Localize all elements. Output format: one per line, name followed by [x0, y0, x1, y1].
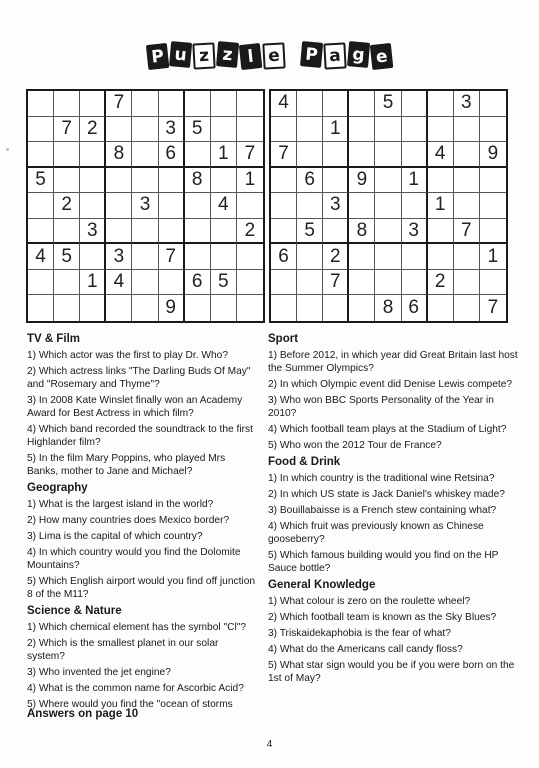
sudoku-cell: 6 [185, 270, 211, 296]
sudoku-cell [271, 193, 297, 219]
sudoku-cell [28, 270, 54, 296]
sudoku-cell [271, 270, 297, 296]
sudoku-cell [402, 244, 428, 270]
sudoku-cell: 7 [159, 244, 185, 270]
quiz-question: 5) Which famous building would you find on the HP Sauce bottle? [268, 550, 499, 574]
sudoku-cell: 3 [106, 244, 132, 270]
sudoku-cell: 6 [402, 295, 428, 321]
sudoku-cell [454, 270, 480, 296]
title-letter-tile: u [169, 41, 192, 68]
sudoku-cell: 1 [237, 168, 263, 194]
quiz-question: 3) In 2008 Kate Winslet finally won an Academy Award for Best Actress in which film? [27, 395, 243, 419]
sudoku-cell [237, 295, 263, 321]
sudoku-cell: 2 [237, 219, 263, 245]
quiz-question: 5) Which English airport would you find off junction 8 of the M11? [27, 576, 256, 600]
sudoku-cell [106, 168, 132, 194]
sudoku-cell: 2 [80, 117, 106, 143]
page-number: 4 [266, 739, 273, 750]
sudoku-cell [54, 142, 80, 168]
sudoku-cell [480, 117, 506, 143]
sudoku-cell [132, 219, 158, 245]
sudoku-cell: 2 [323, 244, 349, 270]
quiz-question: 5) What star sign would you be if you were born on the 1st of May? [268, 660, 515, 684]
sudoku-cell [271, 117, 297, 143]
quiz-question: 3) Who invented the jet engine? [27, 667, 171, 678]
quiz-question: 4) What is the common name for Ascorbic Acid? [27, 683, 244, 694]
sudoku-cell [480, 91, 506, 117]
sudoku-cell [80, 142, 106, 168]
sudoku-cell [375, 168, 401, 194]
quiz-question: 2) How many countries does Mexico border? [27, 515, 230, 526]
sudoku-cell [323, 142, 349, 168]
sudoku-cell [349, 270, 375, 296]
sudoku-cell [211, 219, 237, 245]
sudoku-cell: 5 [297, 219, 323, 245]
quiz-question: 3) Lima is the capital of which country? [27, 531, 203, 542]
sudoku-cell [185, 142, 211, 168]
sudoku-cell [428, 168, 454, 194]
sudoku-cell: 7 [454, 219, 480, 245]
sudoku-cell: 4 [211, 193, 237, 219]
quiz-question: 2) Which football team is known as the Sky Blues? [268, 612, 497, 623]
title-letter-tile: a [323, 42, 346, 69]
sudoku-cell [454, 168, 480, 194]
sudoku-cell: 1 [480, 244, 506, 270]
sudoku-cell [271, 219, 297, 245]
sudoku-cell [80, 168, 106, 194]
sudoku-cell [480, 270, 506, 296]
quiz-question: 5) In the film Mary Poppins, who played Mrs Banks, mother to Jane and Michael? [27, 453, 226, 477]
title-letter-tile: e [262, 42, 285, 69]
sudoku-cell [80, 91, 106, 117]
sudoku-cell [185, 244, 211, 270]
sudoku-cell: 9 [159, 295, 185, 321]
sudoku-cell [375, 270, 401, 296]
section-heading: Sport [268, 333, 299, 345]
sudoku-cell [237, 270, 263, 296]
sudoku-cell: 5 [211, 270, 237, 296]
sudoku-cell [54, 270, 80, 296]
sudoku-cell [80, 244, 106, 270]
quiz-question: 2) Which is the smallest planet in our solar system? [27, 638, 219, 662]
sudoku-cell: 3 [132, 193, 158, 219]
sudoku-cell [106, 117, 132, 143]
quiz-question: 2) Which actress links "The Darling Buds Of May" and "Rosemary and Thyme"? [27, 366, 251, 390]
sudoku-cell: 8 [349, 219, 375, 245]
sudoku-cell: 1 [80, 270, 106, 296]
sudoku-cell [428, 117, 454, 143]
sudoku-cell [454, 117, 480, 143]
sudoku-cell: 7 [323, 270, 349, 296]
quiz-question: 1) In which country is the traditional wine Retsina? [268, 473, 495, 484]
sudoku-cell: 6 [271, 244, 297, 270]
quiz-question: 1) Which actor was the first to play Dr. Who? [27, 350, 228, 361]
sudoku-cell: 1 [428, 193, 454, 219]
sudoku-cell [132, 142, 158, 168]
sudoku-cell [480, 219, 506, 245]
sudoku-cell [237, 193, 263, 219]
title-letter-tile: P [300, 41, 323, 68]
sudoku-cell: 6 [159, 142, 185, 168]
section-heading: General Knowledge [268, 579, 376, 591]
sudoku-cell [402, 142, 428, 168]
scan-speck [6, 148, 9, 151]
section-heading: Geography [27, 482, 88, 494]
quiz-question: 3) Who won BBC Sports Personality of the Year in 2010? [268, 395, 494, 419]
sudoku-cell [375, 142, 401, 168]
sudoku-cell [185, 295, 211, 321]
sudoku-cell: 3 [402, 219, 428, 245]
sudoku-cell [349, 193, 375, 219]
sudoku-cell [297, 193, 323, 219]
sudoku-cell [297, 270, 323, 296]
sudoku-cell [132, 117, 158, 143]
title-word [300, 43, 393, 69]
sudoku-cell [159, 168, 185, 194]
sudoku-cell [211, 117, 237, 143]
sudoku-cell [480, 168, 506, 194]
quiz-question: 1) What colour is zero on the roulette wheel? [268, 596, 471, 607]
sudoku-cell [159, 219, 185, 245]
sudoku-cell [428, 91, 454, 117]
quiz-question: 4) Which football team plays at the Stadium of Light? [268, 424, 507, 435]
sudoku-cell [349, 91, 375, 117]
quiz-question: 5) Who won the 2012 Tour de France? [268, 440, 442, 451]
quiz-question: 3) Triskaidekaphobia is the fear of what? [268, 628, 451, 639]
sudoku-cell [297, 244, 323, 270]
section-heading: TV & Film [27, 333, 81, 345]
sudoku-cell [323, 168, 349, 194]
sudoku-cell [211, 91, 237, 117]
sudoku-cell [237, 91, 263, 117]
sudoku-cell [185, 219, 211, 245]
sudoku-cell [402, 117, 428, 143]
sudoku-cell: 7 [237, 142, 263, 168]
quiz-question: 2) In which Olympic event did Denise Lewis compete? [268, 379, 513, 390]
sudoku-cell [349, 117, 375, 143]
sudoku-cell [375, 219, 401, 245]
sudoku-cell: 4 [28, 244, 54, 270]
quiz-question: 4) What do the Americans call candy floss? [268, 644, 463, 655]
sudoku-cell [28, 295, 54, 321]
sudoku-cell [454, 142, 480, 168]
sudoku-cell: 5 [28, 168, 54, 194]
sudoku-cell: 4 [106, 270, 132, 296]
title-letter-tile: l [239, 43, 262, 70]
sudoku-grid-right [269, 89, 508, 323]
title-word [146, 43, 286, 69]
sudoku-cell [132, 91, 158, 117]
sudoku-cell [402, 91, 428, 117]
sudoku-cell [323, 295, 349, 321]
sudoku-cell [428, 219, 454, 245]
sudoku-cell [297, 142, 323, 168]
sudoku-cell [271, 168, 297, 194]
sudoku-cell [54, 295, 80, 321]
sudoku-cell [211, 168, 237, 194]
sudoku-cell [106, 219, 132, 245]
sudoku-cell [54, 168, 80, 194]
quiz-question: 1) Which chemical element has the symbol "Cl"? [27, 622, 246, 633]
quiz-question: 3) Bouillabaisse is a French stew containing what? [268, 505, 497, 516]
quiz-question: 5) Where would you find the "ocean of storms [27, 699, 233, 710]
section-heading: Food & Drink [268, 456, 341, 468]
sudoku-cell: 3 [80, 219, 106, 245]
quiz-question: 1) What is the largest island in the world? [27, 499, 214, 510]
sudoku-cell [80, 295, 106, 321]
sudoku-cell: 1 [402, 168, 428, 194]
title-letter-tile: z [192, 42, 215, 69]
sudoku-cell: 8 [185, 168, 211, 194]
sudoku-cell [454, 193, 480, 219]
sudoku-cell: 1 [211, 142, 237, 168]
sudoku-cell [185, 91, 211, 117]
sudoku-cell [132, 168, 158, 194]
sudoku-cell [349, 142, 375, 168]
section-heading: Science & Nature [27, 605, 122, 617]
sudoku-cell [323, 219, 349, 245]
title-letter-tile: P [146, 43, 169, 70]
sudoku-cell [323, 91, 349, 117]
sudoku-cell [480, 193, 506, 219]
quiz-question: 4) Which band recorded the soundtrack to the first Highlander film? [27, 424, 253, 448]
sudoku-cell: 7 [54, 117, 80, 143]
sudoku-cell [106, 295, 132, 321]
sudoku-cell [159, 91, 185, 117]
sudoku-cell [297, 295, 323, 321]
sudoku-cell [54, 91, 80, 117]
sudoku-cell [402, 193, 428, 219]
sudoku-cell: 6 [297, 168, 323, 194]
sudoku-cell: 3 [159, 117, 185, 143]
sudoku-cell [454, 295, 480, 321]
sudoku-cell [132, 270, 158, 296]
sudoku-cell [428, 295, 454, 321]
sudoku-cell: 4 [271, 91, 297, 117]
sudoku-cell [28, 193, 54, 219]
sudoku-cell: 1 [323, 117, 349, 143]
sudoku-grid-left [26, 89, 265, 323]
sudoku-cell [80, 193, 106, 219]
sudoku-cell [28, 219, 54, 245]
sudoku-cell: 7 [271, 142, 297, 168]
page-title [0, 36, 539, 76]
sudoku-cell: 9 [480, 142, 506, 168]
sudoku-cell [402, 270, 428, 296]
sudoku-cell [271, 295, 297, 321]
sudoku-cell [375, 117, 401, 143]
sudoku-cell [185, 193, 211, 219]
quiz-question: 1) Before 2012, in which year did Great Britain last host the Summer Olympics? [268, 350, 518, 374]
title-letter-tile: z [216, 41, 239, 68]
sudoku-cell: 7 [106, 91, 132, 117]
quiz-question: 2) In which US state is Jack Daniel's whiskey made? [268, 489, 505, 500]
sudoku-cell [428, 244, 454, 270]
sudoku-cell: 2 [428, 270, 454, 296]
sudoku-cell: 8 [106, 142, 132, 168]
quiz-column-right [268, 332, 518, 688]
sudoku-cell: 3 [323, 193, 349, 219]
sudoku-cell [297, 117, 323, 143]
sudoku-cell [28, 91, 54, 117]
sudoku-cell [375, 244, 401, 270]
sudoku-cell [132, 244, 158, 270]
sudoku-cell: 9 [349, 168, 375, 194]
quiz-question: 4) Which fruit was previously known as Chinese gooseberry? [268, 521, 484, 545]
sudoku-cell [28, 142, 54, 168]
sudoku-cell [297, 91, 323, 117]
sudoku-cell: 5 [185, 117, 211, 143]
sudoku-cell [132, 295, 158, 321]
sudoku-cell [159, 193, 185, 219]
sudoku-cell: 2 [54, 193, 80, 219]
sudoku-cell [375, 193, 401, 219]
sudoku-cell [28, 117, 54, 143]
sudoku-cell: 7 [487, 297, 499, 319]
sudoku-cell: 5 [375, 91, 401, 117]
sudoku-cell: 4 [428, 142, 454, 168]
sudoku-cell [349, 244, 375, 270]
quiz-column-left [27, 332, 259, 714]
sudoku-cell [349, 295, 375, 321]
sudoku-cell [454, 244, 480, 270]
sudoku-cell: 8 [375, 295, 401, 321]
sudoku-cell [237, 117, 263, 143]
sudoku-cell [106, 193, 132, 219]
sudoku-cell [54, 219, 80, 245]
title-letter-tile: g [347, 41, 370, 68]
sudoku-cell: 5 [54, 244, 80, 270]
sudoku-cell [211, 295, 237, 321]
sudoku-cell [237, 244, 263, 270]
quiz-question: 4) In which country would you find the Dolomite Mountains? [27, 547, 241, 571]
answers-note: Answers on page 10 [27, 708, 139, 720]
sudoku-cell [159, 270, 185, 296]
title-letter-tile: e [370, 43, 393, 70]
sudoku-cell: 3 [454, 91, 480, 117]
sudoku-cell [211, 244, 237, 270]
